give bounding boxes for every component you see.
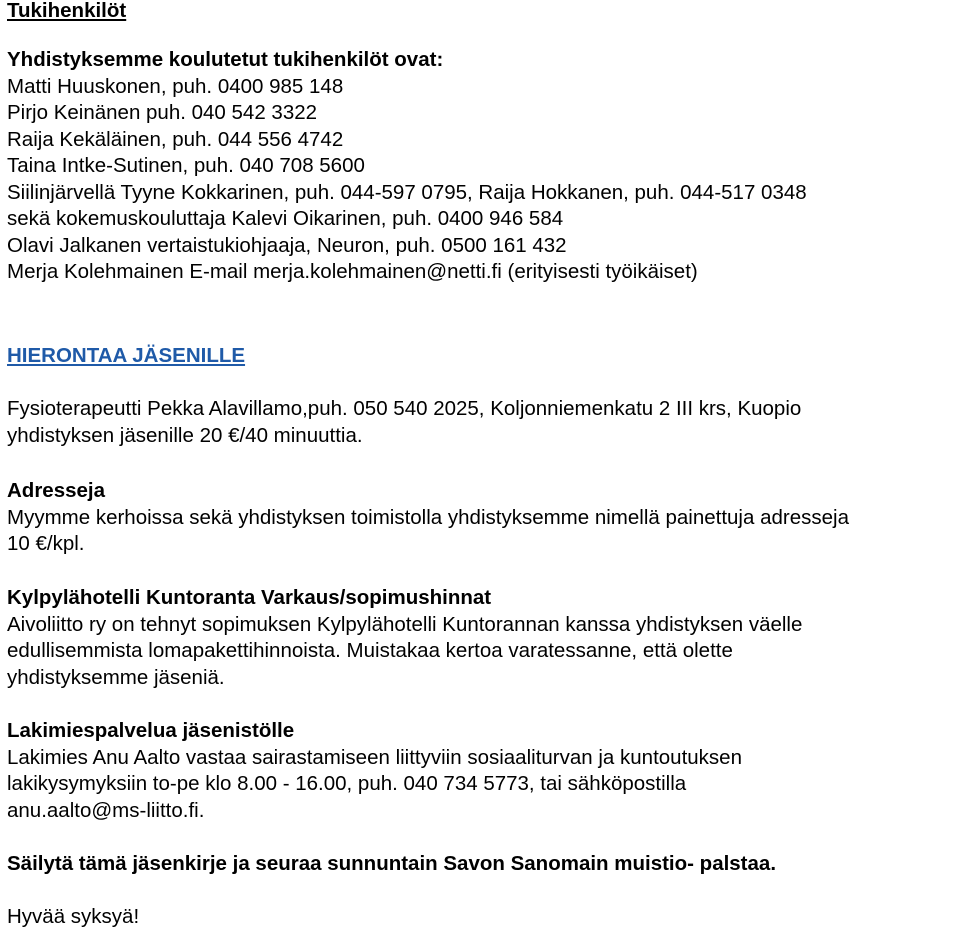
support-heading: Yhdistyksemme koulutetut tukihenkilöt ovat: [7,48,444,71]
addresses-heading: Adresseja [7,479,106,502]
massage-section [7,396,801,449]
massage-line: yhdistyksen jäsenille 20 €/40 minuuttia. [7,423,363,447]
addresses-line: Myymme kerhoissa sekä yhdistyksen toimistolla yhdistyksemme nimellä painettuja adresseja [7,505,849,529]
spa-line: Aivoliitto ry on tehnyt sopimuksen Kylpylähotelli Kuntorannan kanssa yhdistyksen väelle [7,612,803,636]
legal-heading: Lakimiespalvelua jäsenistölle [7,719,295,742]
support-line: sekä kokemuskouluttaja Kalevi Oikarinen, puh. 0400 946 584 [7,207,564,230]
support-line: Raija Kekäläinen, puh. 044 556 4742 [7,127,344,151]
massage-heading-link[interactable]: HIERONTAA JÄSENILLE [7,344,246,367]
support-line: Matti Huuskonen, puh. 0400 985 148 [7,74,344,98]
addresses-section [7,478,849,558]
support-section [7,47,807,286]
support-line: Olavi Jalkanen vertaistukiohjaaja, Neuron, puh. 0500 161 432 [7,233,567,257]
support-line: Pirjo Keinänen puh. 040 542 3322 [7,101,318,124]
legal-line-email: anu.aalto@ms-liitto.fi. [7,798,205,822]
addresses-line: 10 €/kpl. [7,532,85,555]
legal-line: Lakimies Anu Aalto vastaa sairastamiseen liittyviin sosiaaliturvan ja kuntoutuksen [7,745,742,769]
support-line: Siilinjärvellä Tyyne Kokkarinen, puh. 044-597 0795, Raija Hokkanen, puh. 044-517 0348 [7,180,807,204]
closing-text: Hyvää syksyä! [7,905,140,928]
support-line: Taina Intke-Sutinen, puh. 040 708 5600 [7,154,365,177]
legal-line: lakikysymyksiin to-pe klo 8.00 - 16.00, puh. 040 734 5773, tai sähköpostilla [7,772,687,795]
page-title: Tukihenkilöt [7,0,127,22]
spa-line: yhdistyksemme jäseniä. [7,665,225,689]
reminder-text: Säilytä tämä jäsenkirje ja seuraa sunnuntain Savon Sanomain muistio- palstaa. [7,852,777,875]
support-line-email: Merja Kolehmainen E-mail merja.kolehmainen@netti.fi (erityisesti työikäiset) [7,260,698,283]
massage-line: Fysioterapeutti Pekka Alavillamo,puh. 050 540 2025, Koljonniemenkatu 2 III krs, Kuopio [7,397,802,420]
spa-section [7,585,802,691]
legal-section [7,718,742,824]
spa-line: edullisemmista lomapakettihinnoista. Muistakaa kertoa varatessanne, että olette [7,639,733,662]
spa-heading: Kylpylähotelli Kuntoranta Varkaus/sopimushinnat [7,586,492,609]
